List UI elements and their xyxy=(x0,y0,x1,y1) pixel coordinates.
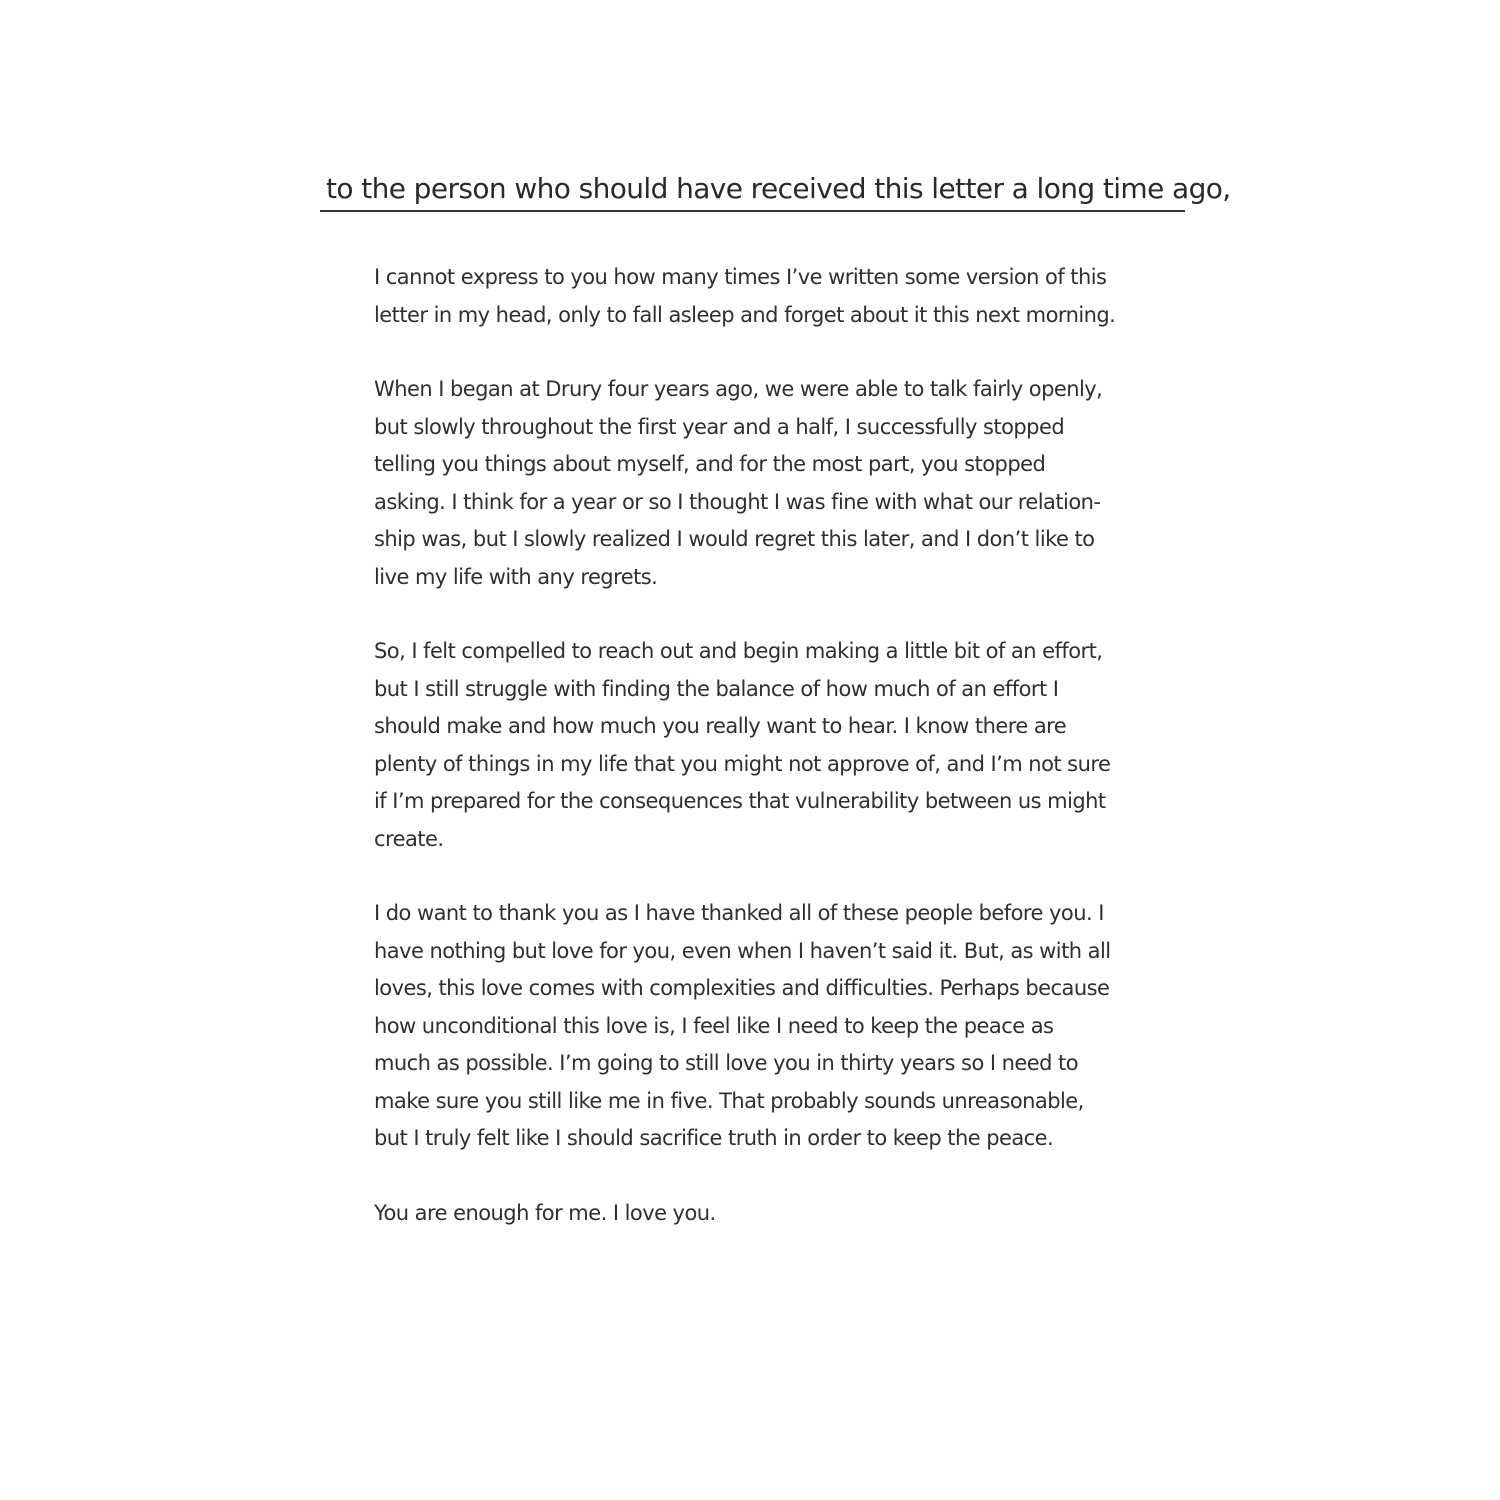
text-line: create. xyxy=(374,826,444,851)
text-line: loves, this love comes with complexities and difficulties. Perhaps because xyxy=(374,976,1110,1000)
text-line: I cannot express to you how many times I’ve written some version of this xyxy=(374,265,1107,289)
letter-body xyxy=(374,259,1134,1269)
letter-title: to the person who should have received this letter a long time ago, xyxy=(326,172,1231,205)
text-line: letter in my head, only to fall asleep and forget about it this next morning. xyxy=(374,302,1116,327)
text-line: make sure you still like me in five. That probably sounds unreasonable, xyxy=(374,1088,1084,1113)
text-line: plenty of things in my life that you might not approve of, and I’m not sure xyxy=(374,751,1111,776)
paragraph-3 xyxy=(374,633,1134,858)
text-line: When I began at Drury four years ago, we were able to talk fairly openly, xyxy=(374,377,1103,401)
text-line: much as possible. I’m going to still love you in thirty years so I need to xyxy=(374,1051,1079,1075)
text-line: how unconditional this love is, I feel like I need to keep the peace as xyxy=(374,1013,1054,1038)
text-line: So, I felt compelled to reach out and begin making a little bit of an effort, xyxy=(374,639,1103,663)
paragraph-4 xyxy=(374,895,1134,1158)
letter-title-underline xyxy=(320,168,1231,212)
text-line: if I’m prepared for the consequences that vulnerability between us might xyxy=(374,789,1106,813)
text-line: but I still struggle with finding the balance of how much of an effort I xyxy=(374,676,1059,701)
text-line: asking. I think for a year or so I thought I was fine with what our relation- xyxy=(374,489,1101,514)
text-line: You are enough for me. I love you. xyxy=(374,1200,716,1225)
text-line: ship was, but I slowly realized I would regret this later, and I don’t like to xyxy=(374,527,1095,551)
text-line: have nothing but love for you, even when I haven’t said it. But, as with all xyxy=(374,938,1111,963)
paragraph-2 xyxy=(374,371,1134,596)
text-line: telling you things about myself, and for the most part, you stopped xyxy=(374,452,1046,476)
text-line: I do want to thank you as I have thanked all of these people before you. I xyxy=(374,901,1104,925)
text-line: should make and how much you really want to hear. I know there are xyxy=(374,714,1067,738)
text-line: but I truly felt like I should sacrifice truth in order to keep the peace. xyxy=(374,1126,1054,1150)
paragraph-1 xyxy=(374,259,1134,334)
paragraph-5 xyxy=(374,1195,1134,1233)
text-line: but slowly throughout the first year and a half, I successfully stopped xyxy=(374,414,1065,439)
text-line: live my life with any regrets. xyxy=(374,564,658,589)
